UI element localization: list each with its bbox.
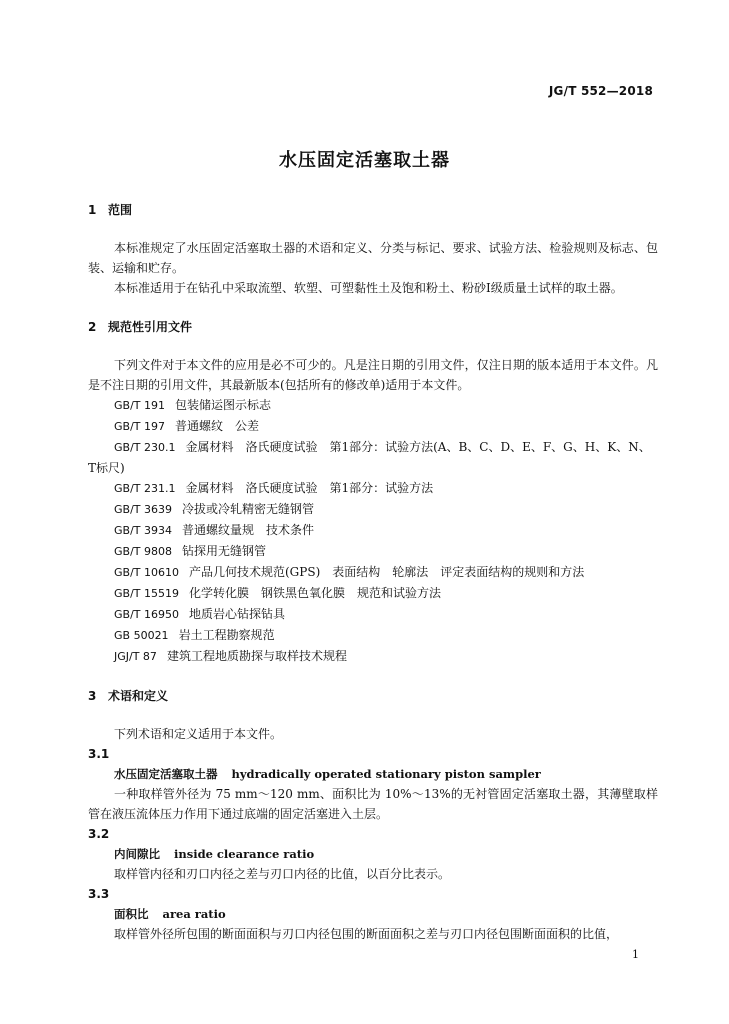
normative-refs-intro: 下列文件对于本文件的应用是必不可少的。凡是注日期的引用文件，仅注日期的版本适用于本文件。凡是不注日期的引用文件，其最新版本(包括所有的修改单)适用于本文件。 bbox=[88, 358, 658, 392]
section-number: 1 bbox=[88, 203, 97, 217]
reference-code: GB/T 197 bbox=[114, 420, 165, 433]
term-en: area ratio bbox=[162, 907, 226, 921]
terms-intro: 下列术语和定义适用于本文件。 bbox=[114, 727, 283, 741]
reference-name: 普通螺纹量规 技术条件 bbox=[182, 523, 315, 537]
section-number: 2 bbox=[88, 320, 97, 334]
reference-name: 普通螺纹 公差 bbox=[175, 419, 260, 433]
term-heading bbox=[88, 844, 658, 864]
term-zh: 水压固定活塞取土器 bbox=[114, 767, 218, 781]
reference-item bbox=[88, 478, 658, 499]
reference-item bbox=[88, 562, 658, 583]
reference-item bbox=[88, 604, 658, 625]
reference-name: 金属材料 洛氏硬度试验 第1部分：试验方法 bbox=[185, 481, 434, 495]
term-definition: 取样管外径所包围的断面面积与刃口内径包围的断面面积之差与刃口内径包围断面面积的比值， bbox=[114, 927, 619, 941]
reference-item bbox=[88, 437, 658, 478]
section-title: 范围 bbox=[108, 203, 133, 217]
scope-paragraph-1: 本标准规定了水压固定活塞取土器的术语和定义、分类与标记、要求、试验方法、检验规则及标志、包装、运输和贮存。 bbox=[88, 241, 658, 275]
reference-item bbox=[88, 541, 658, 562]
term-heading bbox=[88, 764, 658, 784]
standard-code: JG/T 552—2018 bbox=[548, 84, 653, 98]
reference-code: GB/T 230.1 bbox=[114, 441, 176, 454]
term-en: inside clearance ratio bbox=[174, 847, 315, 861]
term-entry bbox=[88, 884, 658, 944]
reference-code: GB/T 9808 bbox=[114, 545, 172, 558]
term-heading bbox=[88, 904, 658, 924]
reference-item bbox=[88, 520, 658, 541]
page-number: 1 bbox=[632, 948, 639, 961]
clause-number: 3.2 bbox=[88, 827, 110, 841]
reference-item bbox=[88, 583, 658, 604]
reference-name: 岩土工程勘察规范 bbox=[178, 628, 275, 642]
reference-code: GB 50021 bbox=[114, 629, 169, 642]
clause-number: 3.1 bbox=[88, 747, 110, 761]
section-heading-scope bbox=[88, 200, 658, 220]
term-zh: 面积比 bbox=[114, 907, 149, 921]
reference-name: 地质岩心钻探钻具 bbox=[189, 607, 286, 621]
reference-code: GB/T 16950 bbox=[114, 608, 179, 621]
section-title: 规范性引用文件 bbox=[108, 320, 193, 334]
document-title: 水压固定活塞取土器 bbox=[279, 150, 450, 171]
reference-name: 冷拔或冷轧精密无缝钢管 bbox=[182, 502, 315, 516]
section-title: 术语和定义 bbox=[108, 689, 169, 703]
reference-name: 化学转化膜 钢铁黑色氧化膜 规范和试验方法 bbox=[189, 586, 442, 600]
reference-item bbox=[88, 499, 658, 520]
reference-item bbox=[88, 625, 658, 646]
reference-code: GB/T 10610 bbox=[114, 566, 179, 579]
reference-list bbox=[88, 395, 658, 667]
scope-paragraph-2: 本标准适用于在钻孔中采取流塑、软塑、可塑黏性土及饱和粉土、粉砂Ⅰ级质量土试样的取土器。 bbox=[114, 281, 623, 295]
reference-code: GB/T 3934 bbox=[114, 524, 172, 537]
reference-name: 包装储运图示标志 bbox=[175, 398, 272, 412]
reference-name: 产品几何技术规范(GPS) 表面结构 轮廓法 评定表面结构的规则和方法 bbox=[189, 565, 585, 579]
reference-code: GB/T 191 bbox=[114, 399, 165, 412]
reference-item bbox=[88, 646, 658, 667]
term-entry bbox=[88, 824, 658, 884]
term-entry bbox=[88, 744, 658, 824]
section-number: 3 bbox=[88, 689, 97, 703]
term-zh: 内间隙比 bbox=[114, 847, 160, 861]
reference-name: 钻探用无缝钢管 bbox=[182, 544, 267, 558]
section-heading-terms bbox=[88, 686, 658, 706]
document-body bbox=[88, 200, 658, 944]
reference-item bbox=[88, 416, 658, 437]
reference-name: 建筑工程地质勘探与取样技术规程 bbox=[166, 649, 347, 663]
term-definition: 取样管内径和刃口内径之差与刃口内径的比值，以百分比表示。 bbox=[114, 867, 451, 881]
reference-code: GB/T 3639 bbox=[114, 503, 172, 516]
reference-item bbox=[88, 395, 658, 416]
reference-name: 金属材料 洛氏硬度试验 第1部分：试验方法(A、B、C、D、E、F、G、H、K、N、T标尺) bbox=[88, 440, 651, 475]
reference-code: GB/T 231.1 bbox=[114, 482, 176, 495]
term-definition: 一种取样管外径为 75 mm～120 mm、面积比为 10%～13%的无衬管固定活塞取土器，其薄壁取样管在液压流体压力作用下通过底端的固定活塞进入土层。 bbox=[88, 787, 658, 821]
reference-code: JGJ/T 87 bbox=[114, 650, 157, 663]
clause-number: 3.3 bbox=[88, 887, 110, 901]
reference-code: GB/T 15519 bbox=[114, 587, 179, 600]
section-heading-normative-refs bbox=[88, 317, 658, 337]
term-en: hydradically operated stationary piston sampler bbox=[231, 767, 541, 781]
